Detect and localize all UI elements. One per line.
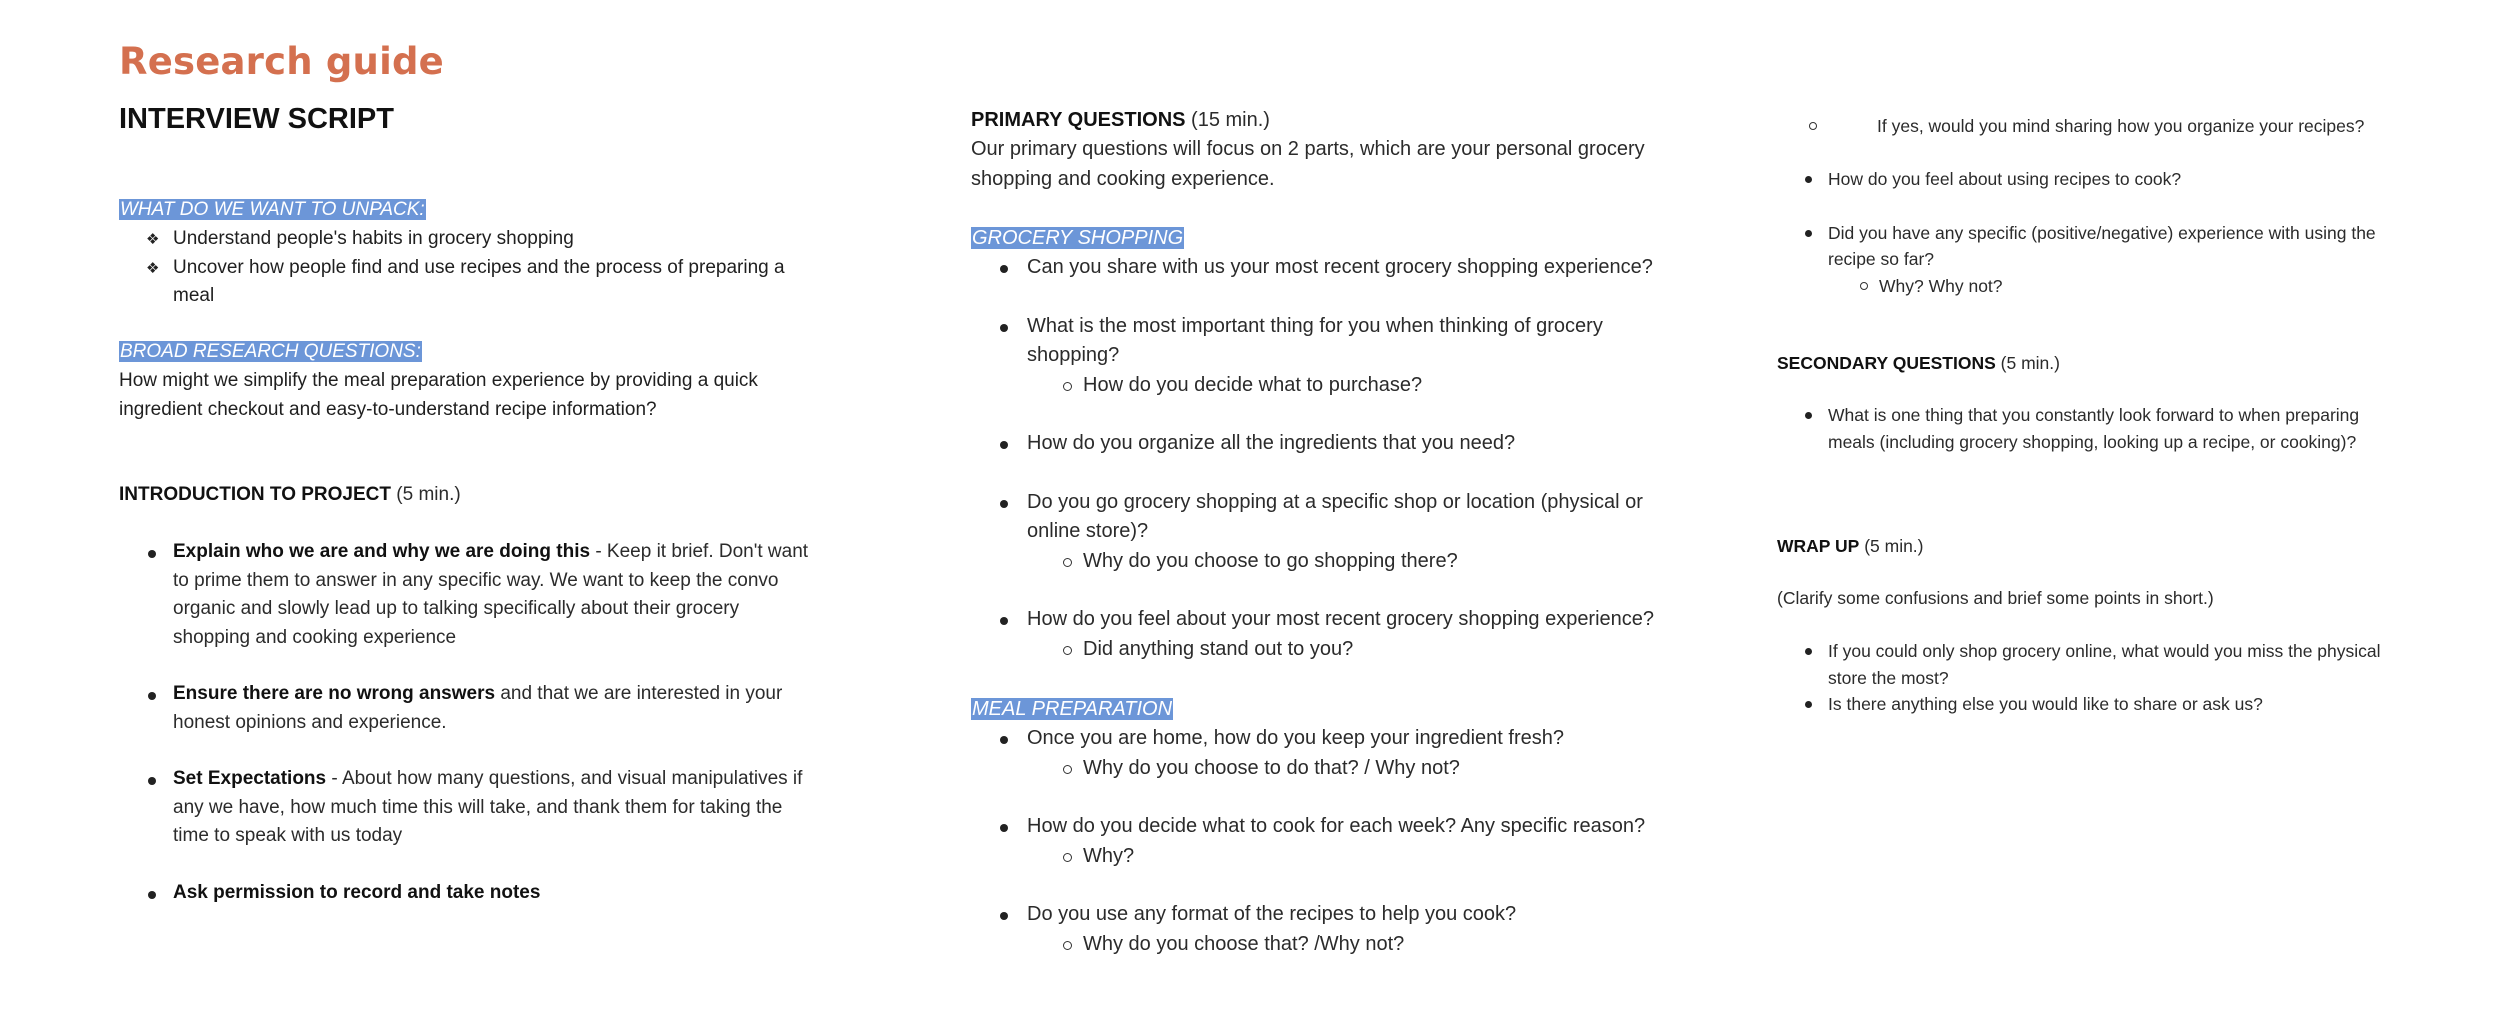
- grocery-question: [971, 488, 1691, 577]
- intro-item: [119, 680, 819, 737]
- intro-item: [119, 879, 819, 908]
- unpack-item: ❖ Understand people's habits in grocery shopping: [119, 225, 819, 254]
- meal-question: [971, 724, 1691, 783]
- question-text: How do you feel about using recipes to cook?: [1828, 169, 2182, 189]
- primary-text: Our primary questions will focus on 2 parts, which are your personal grocery shopping and cooking experience.: [971, 138, 1645, 190]
- recipe-list: [1777, 166, 2407, 299]
- grocery-question: [971, 605, 1691, 664]
- primary-heading: [971, 106, 1270, 136]
- intro-item: [119, 765, 819, 851]
- question-text: What is the most important thing for you when thinking of grocery shopping?: [1027, 314, 1603, 366]
- question-text: Do you go grocery shopping at a specific shop or location (physical or online store)?: [1027, 490, 1643, 542]
- recipe-question: [1777, 166, 2407, 193]
- unpack-heading-highlight: WHAT DO WE WANT TO UNPACK:: [120, 199, 425, 220]
- intro-item: [119, 538, 819, 652]
- meal-subquestion: Why?: [1027, 842, 1691, 872]
- meal-question: [971, 900, 1691, 959]
- unpack-item: ❖ Uncover how people find and use recipes and the process of preparing a meal: [119, 254, 819, 311]
- question-text: Can you share with us your most recent grocery shopping experience?: [1027, 256, 1653, 278]
- intro-item-bold: Ensure there are no wrong answers: [173, 683, 496, 704]
- wrap-note: (Clarify some confusions and brief some points in short.): [1777, 588, 2214, 608]
- question-text: How do you decide what to cook for each week? Any specific reason?: [1027, 815, 1646, 837]
- intro-item-text: and that we are interested in your honest opinions and experience.: [173, 683, 783, 733]
- grocery-subquestion: Did anything stand out to you?: [1027, 635, 1691, 665]
- grocery-subquestion: Why do you choose to go shopping there?: [1027, 547, 1691, 577]
- meal-subquestion: Why do you choose to do that? / Why not?: [1027, 754, 1691, 784]
- unpack-heading: [119, 196, 426, 225]
- intro-item-bold: Ask permission to record and take notes: [173, 881, 541, 903]
- question-text: What is one thing that you constantly look forward to when preparing meals (including grocery shopping, looking up a recipe, or cooking)?: [1828, 405, 2360, 452]
- meal-question: [971, 812, 1691, 871]
- grocery-question: [971, 429, 1691, 459]
- recipe-subquestion: Why? Why not?: [1828, 273, 2407, 300]
- broad-heading-highlight: BROAD RESEARCH QUESTIONS:: [120, 341, 421, 362]
- primary-duration: (15 min.): [1185, 109, 1270, 131]
- intro-item-bold: Explain who we are and why we are doing this: [173, 541, 591, 562]
- secondary-list: [1777, 402, 2407, 455]
- wrap-list: [1777, 638, 2407, 718]
- guide-title: Research guide: [119, 40, 444, 83]
- wrap-heading: [1777, 533, 1924, 560]
- recipes-subquestion: [1777, 113, 2427, 140]
- wrap-duration: (5 min.): [1859, 536, 1924, 556]
- grocery-subquestion: How do you decide what to purchase?: [1027, 371, 1691, 401]
- grocery-question: [971, 312, 1691, 401]
- question-text: How do you organize all the ingredients that you need?: [1027, 432, 1516, 454]
- meal-list: [971, 724, 1691, 959]
- wrap-question: If you could only shop grocery online, what would you miss the physical store the most?: [1777, 638, 2407, 691]
- intro-item-text: - Keep it brief. Don't want to prime them to answer in any specific way. We want to keep the convo organic and slowly lead up to talking specifically about their grocery shopping and cooking experience: [173, 541, 809, 648]
- wrap-title: WRAP UP: [1777, 536, 1860, 556]
- grocery-list: [971, 253, 1691, 664]
- grocery-question: [971, 253, 1691, 283]
- script-title: INTERVIEW SCRIPT: [119, 103, 394, 135]
- question-text: How do you feel about your most recent grocery shopping experience?: [1027, 608, 1655, 630]
- unpack-list: [119, 225, 819, 311]
- secondary-question: [1777, 402, 2407, 455]
- meal-heading: [971, 695, 1173, 725]
- meal-heading-highlight: MEAL PREPARATION: [972, 698, 1173, 720]
- question-text: If yes, would you mind sharing how you organize your recipes?: [1877, 116, 2365, 136]
- question-text: Did you have any specific (positive/negative) experience with using the recipe so far?: [1828, 222, 2376, 269]
- question-text: Do you use any format of the recipes to help you cook?: [1027, 903, 1517, 925]
- primary-title: PRIMARY QUESTIONS: [971, 109, 1186, 131]
- broad-text: How might we simplify the meal preparation experience by providing a quick ingredient checkout and easy-to-understand recipe information?: [119, 370, 758, 420]
- wrap-question: Is there anything else you would like to share or ask us?: [1777, 691, 2407, 718]
- secondary-title: SECONDARY QUESTIONS: [1777, 353, 1996, 373]
- intro-item-bold: Set Expectations: [173, 768, 327, 789]
- grocery-heading: [971, 224, 1184, 254]
- meal-subquestion: Why do you choose that? /Why not?: [1027, 930, 1691, 960]
- intro-title: INTRODUCTION TO PROJECT: [119, 484, 391, 505]
- intro-item-text: - About how many questions, and visual manipulatives if any we have, how much time this will take, and thank them for taking the time to speak with us today: [173, 768, 803, 846]
- intro-duration: (5 min.): [391, 484, 461, 505]
- recipes-subquestion-wrap: [1777, 113, 2427, 140]
- grocery-heading-highlight: GROCERY SHOPPING: [972, 227, 1184, 249]
- secondary-duration: (5 min.): [1995, 353, 2060, 373]
- recipe-question: [1777, 220, 2407, 300]
- broad-heading: [119, 338, 422, 367]
- intro-heading: [119, 481, 461, 510]
- intro-list: [119, 538, 819, 907]
- question-text: Once you are home, how do you keep your ingredient fresh?: [1027, 727, 1564, 749]
- secondary-heading: [1777, 350, 2060, 377]
